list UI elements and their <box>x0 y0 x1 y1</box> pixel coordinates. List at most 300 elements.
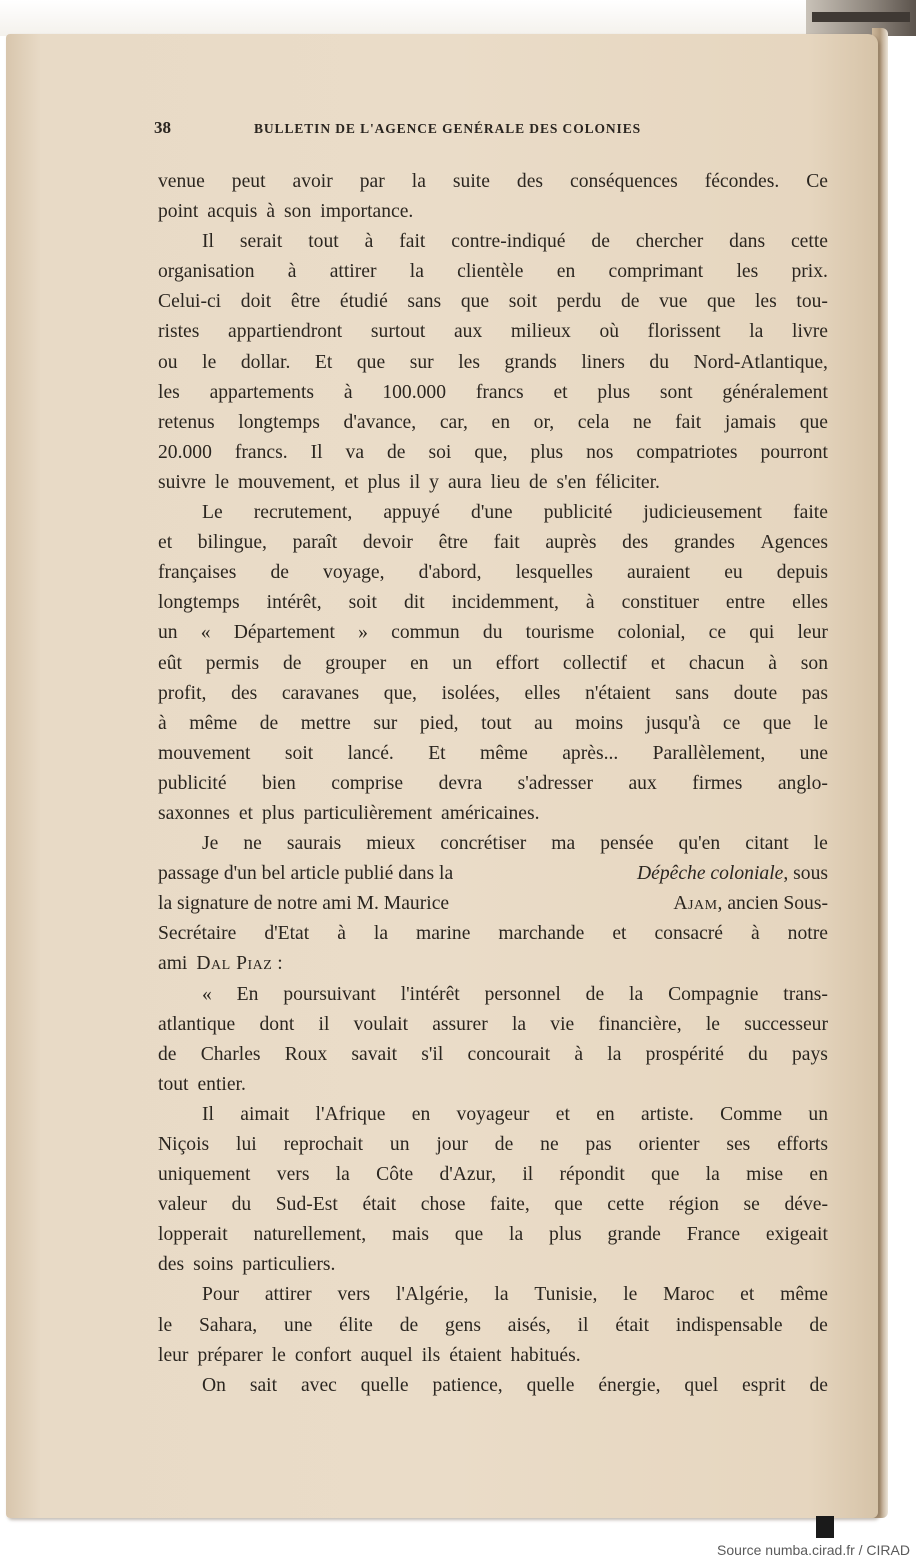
word: en <box>596 1103 615 1125</box>
text-line <box>158 257 828 287</box>
word: la <box>607 1043 622 1065</box>
word: marine <box>416 923 471 945</box>
text-line <box>158 1190 828 1220</box>
word: que, <box>383 682 417 704</box>
word: effort <box>495 652 540 674</box>
word: florissent <box>647 321 721 343</box>
word: depuis <box>776 562 828 584</box>
text-line <box>158 468 828 498</box>
text-line <box>158 769 828 799</box>
word: le <box>202 351 217 373</box>
word: les <box>754 291 777 313</box>
text-line <box>158 709 828 739</box>
text-line <box>158 167 828 197</box>
word: un <box>158 622 178 644</box>
word: devra <box>438 772 483 794</box>
word: habitués. <box>510 1344 581 1366</box>
word: grande <box>607 1224 661 1246</box>
word: et <box>650 652 666 674</box>
word: en <box>491 411 511 433</box>
word: n'étaient <box>585 682 651 704</box>
word: la <box>749 321 764 343</box>
word: milieux <box>510 321 571 343</box>
word: aimait <box>240 1103 290 1125</box>
word: longtemps <box>238 411 320 433</box>
word: fait <box>675 411 702 433</box>
word: de <box>809 1374 828 1396</box>
word: énergie, <box>598 1374 661 1396</box>
word: permis <box>205 652 260 674</box>
word: grandes <box>673 532 735 554</box>
word: paraît <box>292 532 338 554</box>
word: gens <box>445 1314 481 1336</box>
word: que <box>460 291 490 313</box>
word: sait <box>249 1374 278 1396</box>
word: « <box>200 622 211 644</box>
word: soit <box>348 592 377 614</box>
text-line <box>158 829 828 859</box>
word: du <box>231 1194 252 1216</box>
word: concourait <box>467 1043 551 1065</box>
word: Sahara, <box>198 1314 258 1336</box>
word: vue <box>659 291 688 313</box>
text-line <box>158 799 828 829</box>
word: On <box>202 1374 226 1396</box>
word: que <box>454 1224 484 1246</box>
word: Compagnie <box>668 983 759 1005</box>
word: était <box>615 1314 650 1336</box>
word: Pour <box>202 1284 240 1306</box>
word: que <box>554 1194 583 1216</box>
scan-background <box>0 0 916 36</box>
word: orienter <box>638 1134 700 1155</box>
word: entre <box>725 592 766 614</box>
word: auraient <box>626 562 691 584</box>
word: Celui-ci <box>158 291 222 313</box>
word: à <box>158 712 167 734</box>
word: le <box>813 833 828 855</box>
word: Et <box>314 351 333 373</box>
word: s'il <box>421 1043 444 1065</box>
word: marchande <box>498 923 585 945</box>
word: ne <box>632 411 652 433</box>
text-line <box>158 1371 828 1401</box>
word: Comme <box>720 1103 783 1125</box>
word: le <box>214 471 230 493</box>
word: mise <box>746 1164 784 1186</box>
word: étaient <box>449 1344 502 1366</box>
word: Il <box>202 1103 214 1125</box>
word: de <box>591 231 610 253</box>
word: vers <box>276 1164 310 1186</box>
word: profit, <box>158 682 207 704</box>
word: assurer <box>432 1013 488 1035</box>
text-segment: passage d'un bel article publié dans la <box>158 863 454 885</box>
word: Secrétaire <box>158 923 237 945</box>
word: dans <box>729 231 766 253</box>
word: aisés, <box>507 1314 551 1336</box>
word: après... <box>562 742 619 764</box>
text-segment: : <box>272 953 283 975</box>
text-line <box>158 1130 828 1160</box>
word: ce <box>722 712 741 734</box>
word: au <box>534 712 553 734</box>
word: saurais <box>286 833 342 855</box>
text-line <box>158 348 828 378</box>
word: la <box>629 983 644 1005</box>
word: anglo- <box>777 772 828 794</box>
word: pays <box>791 1043 828 1065</box>
word: naturellement, <box>253 1224 367 1246</box>
word: pas <box>801 682 828 704</box>
word: préparer <box>197 1344 263 1366</box>
word: par <box>359 171 385 192</box>
word: ne <box>540 1134 559 1155</box>
word: même <box>189 712 238 734</box>
word: en <box>411 1103 431 1125</box>
text-line <box>158 919 828 949</box>
word: voyage, <box>323 562 385 584</box>
word: poursuivant <box>283 983 376 1005</box>
word: particuliers. <box>242 1254 336 1276</box>
word: le <box>271 1344 286 1366</box>
word: particulièrement <box>303 802 433 824</box>
word: exigeait <box>765 1224 828 1246</box>
word: mouvement, <box>238 471 336 493</box>
word: Département <box>233 622 335 644</box>
word: Sud-Est <box>275 1194 338 1216</box>
word: aux <box>628 772 657 794</box>
word: faite <box>793 502 828 524</box>
word: Ce <box>806 171 828 192</box>
word: que <box>799 411 828 433</box>
text-line <box>158 739 828 769</box>
person-name: Dal Piaz <box>196 953 273 975</box>
word: indispensable <box>675 1314 783 1336</box>
word: une <box>799 742 828 764</box>
text-line <box>158 1070 828 1100</box>
word: de <box>809 1314 828 1336</box>
word: à <box>750 923 760 945</box>
word: quel <box>684 1374 719 1396</box>
word: de <box>620 291 640 313</box>
word: cette <box>607 1194 645 1216</box>
word: aux <box>453 321 483 343</box>
word: fécondes. <box>704 171 780 192</box>
word: consacré <box>654 923 723 945</box>
word: tourisme <box>525 622 595 644</box>
word: des <box>622 532 649 554</box>
word: surtout <box>370 321 426 343</box>
word: les <box>736 261 759 283</box>
word: comprimant <box>608 261 704 283</box>
word: de <box>399 1314 419 1336</box>
word: financière, <box>598 1013 682 1035</box>
word: s'adresser <box>517 772 593 794</box>
word: Maroc <box>663 1284 715 1306</box>
text-line <box>158 1250 828 1280</box>
word: du <box>748 1043 768 1065</box>
word: que <box>707 291 736 313</box>
word: lesquelles <box>515 562 593 584</box>
word: isolées, <box>441 682 500 704</box>
word: de <box>494 1134 514 1155</box>
word: cela <box>577 411 610 433</box>
word: sans <box>407 291 442 313</box>
word: en <box>556 261 576 283</box>
word: grouper <box>325 652 387 674</box>
word: uniquement <box>158 1164 251 1186</box>
word: la <box>494 1284 509 1306</box>
word: à <box>585 592 595 614</box>
bookmark-tab <box>816 1516 834 1538</box>
word: d'une <box>471 502 513 524</box>
word: appartements <box>209 381 315 403</box>
word: doit <box>240 291 272 313</box>
text-line <box>158 649 828 679</box>
word: vers <box>337 1284 371 1306</box>
word: chacun <box>688 652 745 674</box>
word: sont <box>659 381 693 403</box>
word: soit <box>508 291 538 313</box>
word: en <box>809 1164 828 1186</box>
word: que <box>762 712 792 734</box>
word: pensée <box>600 833 654 855</box>
word: fait <box>493 532 520 554</box>
word: colonial, <box>617 622 686 644</box>
word: retenus <box>158 411 215 433</box>
word: concrétiser <box>440 833 527 855</box>
word: plus <box>261 802 295 824</box>
word: commun <box>391 622 460 644</box>
word: d'Etat <box>264 923 310 945</box>
word: soit <box>284 742 314 764</box>
publication-title: Dépêche coloniale <box>637 863 784 885</box>
word: lopperait <box>158 1224 228 1246</box>
word: serait <box>239 231 283 253</box>
word: tout <box>481 712 512 734</box>
word: caravanes <box>281 682 360 704</box>
word: Roux <box>284 1043 328 1065</box>
word: sans <box>675 682 710 704</box>
word: Le <box>202 502 223 524</box>
word: cette <box>790 231 828 253</box>
word: eût <box>158 652 182 674</box>
word: à <box>266 201 276 223</box>
source-caption: Source numba.cirad.fr / CIRAD <box>717 1542 910 1558</box>
word: appartiendront <box>228 321 343 343</box>
word: organisation <box>158 261 255 283</box>
word: leur <box>158 1344 189 1366</box>
word: sur <box>409 351 434 373</box>
word: appuyé <box>383 502 440 524</box>
word: à <box>364 231 374 253</box>
word: recrutement, <box>253 502 353 524</box>
word: la <box>411 171 426 192</box>
word: il <box>522 1164 534 1186</box>
word: citant <box>745 833 789 855</box>
word: avec <box>300 1374 337 1396</box>
word: incidemment, <box>451 592 559 614</box>
word: répondit <box>559 1164 625 1186</box>
word: moins <box>575 712 624 734</box>
text-line <box>158 1040 828 1070</box>
word: la <box>509 1224 524 1246</box>
word: elles <box>792 592 828 614</box>
word: comprise <box>331 772 404 794</box>
word: voulait <box>353 1013 409 1035</box>
word: de <box>270 562 289 584</box>
word: des <box>158 1254 185 1276</box>
word: France <box>686 1224 741 1246</box>
word: de <box>259 712 279 734</box>
word: déve- <box>784 1194 828 1216</box>
word: était <box>362 1194 397 1216</box>
word: doute <box>733 682 778 704</box>
word: à <box>287 261 297 283</box>
word: soins <box>193 1254 234 1276</box>
word: 100.000 <box>382 381 447 403</box>
word: la <box>335 1164 350 1186</box>
word: notre <box>787 923 828 945</box>
word: que <box>356 351 386 373</box>
word: suite <box>452 171 490 192</box>
word: chose <box>420 1194 466 1216</box>
word: venue <box>158 171 205 192</box>
book-spine <box>806 0 916 36</box>
word: collectif <box>562 652 628 674</box>
text-line <box>158 1311 828 1341</box>
word: artiste. <box>640 1103 694 1125</box>
word: « <box>202 983 212 1005</box>
word: région <box>668 1194 719 1216</box>
running-header <box>152 118 832 142</box>
word: il <box>577 1314 589 1336</box>
word: à <box>574 1043 584 1065</box>
word: plus <box>549 1224 582 1246</box>
text-line <box>158 859 828 889</box>
word: francs. <box>234 441 288 463</box>
person-name: Ajam <box>673 893 718 915</box>
word: à <box>768 652 777 674</box>
word: il <box>409 471 421 493</box>
word: les <box>458 351 480 373</box>
word: voyageur <box>456 1103 530 1125</box>
word: à <box>337 923 346 945</box>
word: d'avance, <box>343 411 417 433</box>
word: généralement <box>722 381 828 403</box>
word: que, <box>474 441 508 463</box>
word: de <box>282 652 302 674</box>
text-line <box>158 378 828 408</box>
word: car, <box>439 411 468 433</box>
word: ne <box>243 833 262 855</box>
word: à <box>343 381 353 403</box>
word: Agences <box>760 532 828 554</box>
word: 20.000 <box>158 441 212 463</box>
word: Tunisie, <box>534 1284 598 1306</box>
word: lancé. <box>347 742 394 764</box>
word: de <box>529 471 548 493</box>
word: le <box>623 1284 638 1306</box>
word: Charles <box>200 1043 261 1065</box>
word: une <box>284 1314 313 1336</box>
word: d'Azur, <box>439 1164 497 1186</box>
word: même <box>479 742 528 764</box>
word: être <box>290 291 321 313</box>
text-line <box>158 949 828 979</box>
word: du <box>482 622 503 644</box>
word: y <box>429 471 439 493</box>
word: son <box>800 652 828 674</box>
word: s'en <box>556 471 587 493</box>
word: importance. <box>320 201 414 223</box>
header-title: BULLETIN DE L'AGENCE GENÉRALE DES COLONIES <box>254 121 642 136</box>
text-line <box>158 1160 828 1190</box>
word: ristes <box>158 321 200 343</box>
word: étudié <box>339 291 388 313</box>
word: atlantique <box>158 1013 236 1035</box>
word: pourront <box>760 441 828 463</box>
word: livre <box>792 321 828 343</box>
word: des <box>516 171 544 192</box>
word: quelle <box>526 1374 575 1396</box>
word: élite <box>339 1314 373 1336</box>
word: publicité <box>158 772 227 794</box>
word: grands <box>504 351 557 373</box>
word: entier. <box>197 1073 246 1095</box>
word: saxonnes <box>158 802 230 824</box>
word: d'abord, <box>418 562 482 584</box>
word: il <box>318 1013 330 1035</box>
word: et <box>612 923 627 945</box>
word: successeur <box>744 1013 828 1035</box>
word: peut <box>231 171 266 192</box>
word: faite, <box>490 1194 530 1216</box>
word: ses <box>726 1134 751 1155</box>
text-line <box>158 1341 828 1371</box>
page-number: 38 <box>154 118 171 137</box>
word: plus <box>597 381 631 403</box>
word: qui <box>749 622 775 644</box>
word: judicieusement <box>643 502 763 524</box>
word: l'Afrique <box>315 1103 386 1125</box>
text-line <box>158 498 828 528</box>
word: Parallèlement, <box>652 742 766 764</box>
word: mouvement <box>158 742 251 764</box>
word: contre-indiqué <box>451 231 566 253</box>
word: pied, <box>419 712 459 734</box>
body-text <box>158 167 828 1401</box>
word: la <box>373 923 389 945</box>
text-line <box>158 438 828 468</box>
word: et <box>344 471 359 493</box>
word: l'Algérie, <box>395 1284 469 1306</box>
text-line <box>158 980 828 1010</box>
word: fait <box>399 231 426 253</box>
word: tout <box>158 1073 189 1095</box>
text-line <box>158 408 828 438</box>
text-line <box>158 197 828 227</box>
word: mieux <box>366 833 416 855</box>
word: attirer <box>329 261 377 283</box>
word: le <box>813 712 828 734</box>
word: ce <box>708 622 727 644</box>
word: plus <box>367 471 401 493</box>
word: publicité <box>543 502 613 524</box>
word: valeur <box>158 1194 207 1216</box>
word: plus <box>530 441 564 463</box>
